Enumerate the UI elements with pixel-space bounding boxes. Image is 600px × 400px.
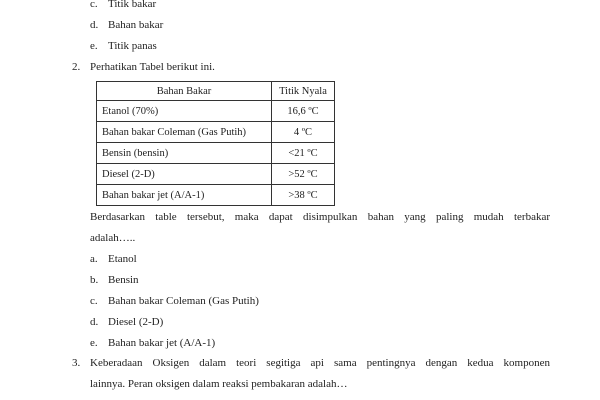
question-text-line: lainnya. Peran oksigen dalam reaksi pembakaran adalah…	[90, 378, 348, 390]
table-row	[97, 185, 335, 206]
table-header-cell: Titik Nyala	[272, 82, 335, 101]
table-row	[97, 143, 335, 164]
option-letter: e.	[90, 337, 98, 349]
table-header-row	[97, 82, 335, 101]
flash-point-table	[96, 81, 335, 206]
table-header-cell: Bahan Bakar	[97, 82, 272, 101]
option-text: Bahan bakar	[108, 19, 164, 31]
question-number: 3.	[72, 357, 81, 369]
table-cell: 16,6 ºC	[272, 101, 335, 122]
question-number: 2.	[72, 61, 81, 73]
option-letter: d.	[90, 316, 99, 328]
option-text: Bensin	[108, 274, 139, 286]
table-cell: <21 ºC	[272, 143, 335, 164]
question-text-line: Keberadaan Oksigen dalam teori segitiga api sama pentingnya dengan kedua komponen	[90, 357, 550, 369]
table-cell: >38 ºC	[272, 185, 335, 206]
table-cell: Bahan bakar Coleman (Gas Putih)	[97, 122, 272, 143]
table-cell: 4 ºC	[272, 122, 335, 143]
option-letter: e.	[90, 40, 98, 52]
question-text-line: adalah…..	[90, 232, 136, 244]
table-cell: Bensin (bensin)	[97, 143, 272, 164]
option-text: Bahan bakar Coleman (Gas Putih)	[108, 295, 259, 307]
table-row	[97, 101, 335, 122]
option-text: Titik bakar	[108, 0, 157, 10]
table-row	[97, 122, 335, 143]
option-text: Titik panas	[108, 40, 157, 52]
option-letter: c.	[90, 0, 98, 10]
option-letter: c.	[90, 295, 98, 307]
option-letter: b.	[90, 274, 99, 286]
question-text-line: Berdasarkan table tersebut, maka dapat disimpulkan bahan yang paling mudah terbakar	[90, 211, 550, 223]
question-intro: Perhatikan Tabel berikut ini.	[90, 61, 215, 73]
table-cell: Diesel (2-D)	[97, 164, 272, 185]
table-cell: >52 ºC	[272, 164, 335, 185]
option-letter: d.	[90, 19, 99, 31]
option-text: Etanol	[108, 253, 137, 265]
option-letter: a.	[90, 253, 98, 265]
table-row	[97, 164, 335, 185]
option-text: Diesel (2-D)	[108, 316, 164, 328]
table-cell: Etanol (70%)	[97, 101, 272, 122]
option-text: Bahan bakar jet (A/A-1)	[108, 337, 216, 349]
table-cell: Bahan bakar jet (A/A-1)	[97, 185, 272, 206]
